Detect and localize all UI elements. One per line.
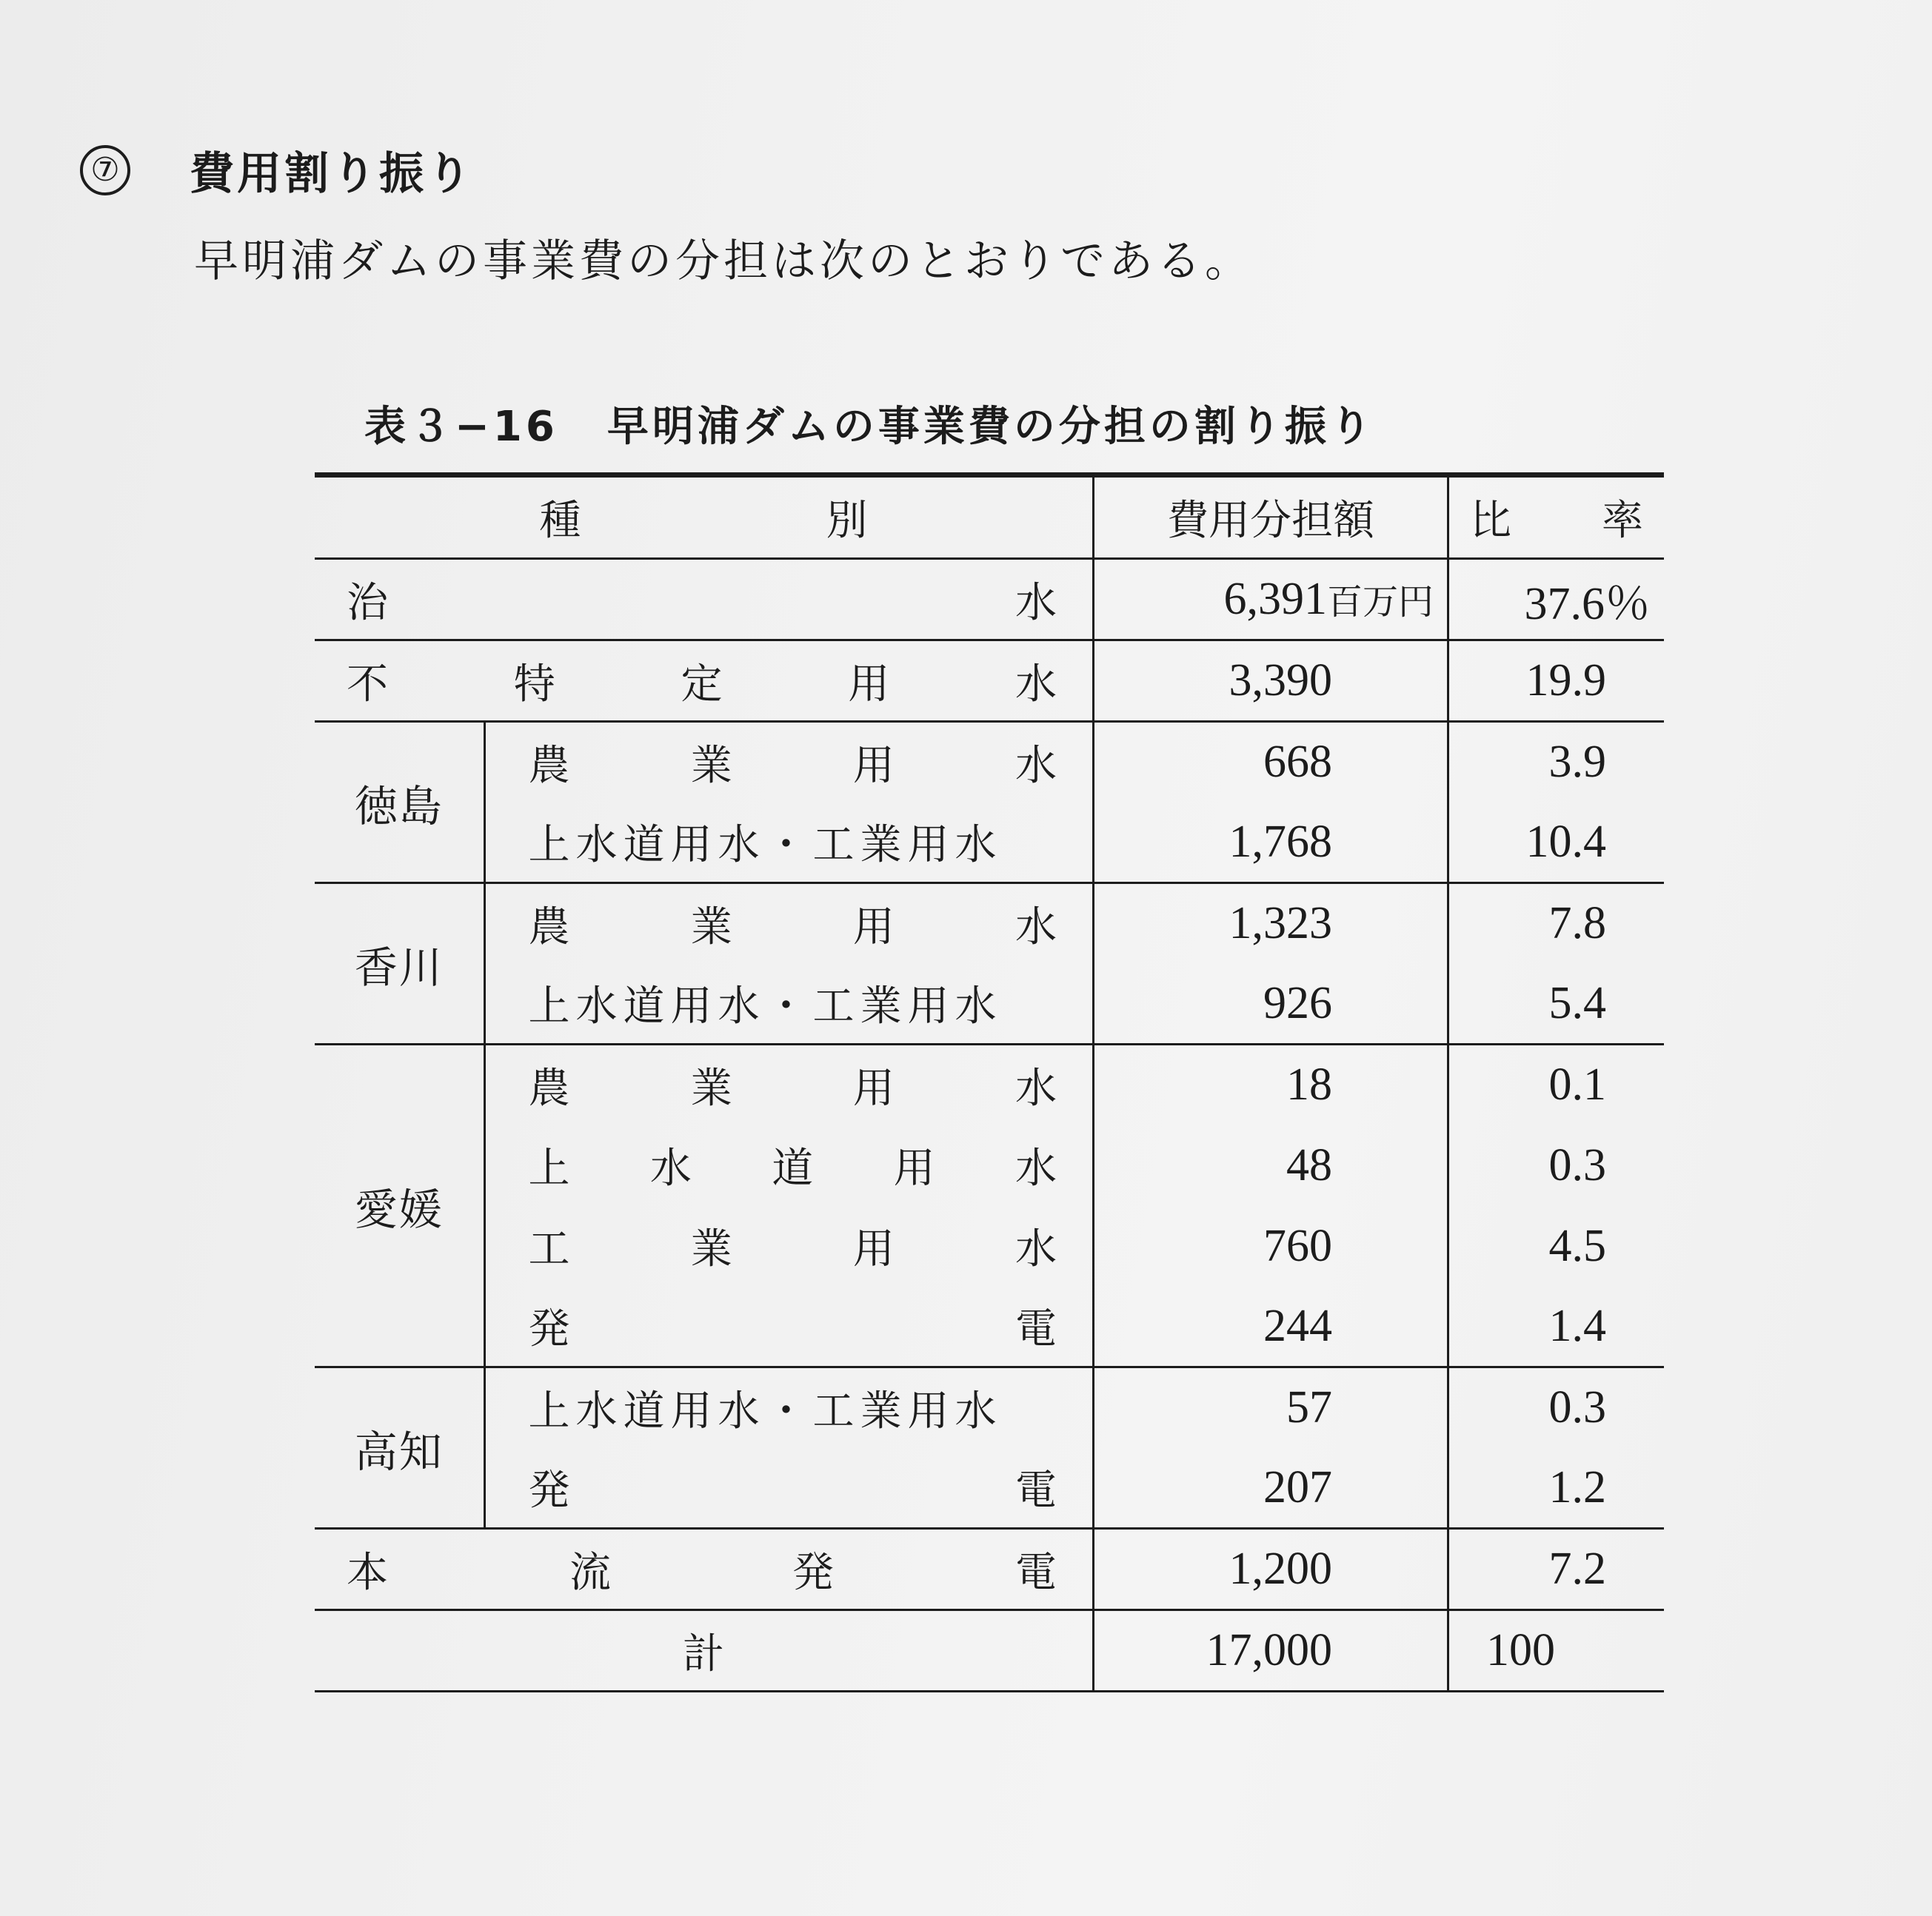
row-label <box>484 1287 1094 1367</box>
label-char: 流 <box>569 1548 612 1597</box>
row-label <box>315 1529 1094 1610</box>
table-row <box>315 1367 1664 1448</box>
label-char: 水 <box>1015 902 1057 951</box>
label-char: 用 <box>848 660 890 709</box>
table-row <box>315 1045 1664 1125</box>
label-char: 発 <box>528 1467 570 1515</box>
label-char: 水 <box>1015 578 1057 627</box>
amount-cell: 1,200 <box>1094 1529 1448 1610</box>
amount-cell: 1,323 <box>1094 883 1448 964</box>
label-char: 水 <box>1015 660 1057 709</box>
amount-unit: 百万円 <box>1326 581 1434 623</box>
label-char: 水 <box>1015 741 1057 790</box>
amount-value: 6,391 <box>1223 574 1327 624</box>
ratio-cell: 10.4 <box>1448 803 1664 883</box>
label-char: 農 <box>528 741 570 790</box>
group-label-tokushima: 徳島 <box>315 722 484 883</box>
ratio-cell: 3.9 <box>1448 722 1664 803</box>
row-label <box>484 964 1094 1045</box>
label-char: 農 <box>528 1064 570 1113</box>
label-char: 用 <box>852 741 895 790</box>
label-char: 上 <box>528 1145 570 1193</box>
amount-cell <box>1094 559 1448 640</box>
row-label <box>484 722 1094 803</box>
ratio-cell: 4.5 <box>1448 1206 1664 1287</box>
header-type-char-2: 別 <box>826 497 868 545</box>
table-row <box>315 559 1664 640</box>
group-label-ehime: 愛媛 <box>315 1045 484 1367</box>
table-row <box>315 964 1664 1045</box>
section-heading <box>80 141 474 200</box>
label-char: 用 <box>852 902 895 951</box>
table-row <box>315 722 1664 803</box>
total-row <box>315 1610 1664 1692</box>
table-row <box>315 1125 1664 1206</box>
label-char: 定 <box>681 660 723 709</box>
header-ratio <box>1448 475 1664 559</box>
label-char: 発 <box>528 1305 570 1354</box>
total-amount: 17,000 <box>1094 1610 1448 1692</box>
label-text: 上水道用水・工業用水 <box>528 821 1003 870</box>
table-row <box>315 1529 1664 1610</box>
row-label <box>484 1448 1094 1529</box>
label-char: 水 <box>1015 1064 1057 1113</box>
label-char: 道 <box>772 1145 814 1193</box>
table-caption-title: 早明浦ダムの事業費の分担の割り振り <box>606 403 1375 451</box>
label-char: 治 <box>347 578 388 627</box>
total-label: 計 <box>315 1610 1094 1692</box>
label-char: 水 <box>1015 1145 1057 1193</box>
label-char: 用 <box>852 1064 895 1113</box>
total-ratio: 100 <box>1448 1610 1664 1692</box>
header-ratio-char-2: 率 <box>1602 497 1643 545</box>
section-title: 費用割り振り <box>190 148 474 200</box>
label-char: 水 <box>1015 1225 1057 1273</box>
section-number: ⑦ <box>80 145 130 195</box>
cost-allocation-table <box>315 472 1664 1692</box>
amount-cell: 1,768 <box>1094 803 1448 883</box>
row-label <box>484 1367 1094 1448</box>
ratio-cell: 1.4 <box>1448 1287 1664 1367</box>
label-text: 上水道用水・工業用水 <box>528 1387 1003 1436</box>
row-label <box>484 1206 1094 1287</box>
ratio-cell: 7.2 <box>1448 1529 1664 1610</box>
table-row <box>315 640 1664 722</box>
label-char: 用 <box>893 1145 935 1193</box>
label-char: 農 <box>528 902 570 951</box>
label-text: 上水道用水・工業用水 <box>528 982 1003 1031</box>
table-row <box>315 1206 1664 1287</box>
label-char: 不 <box>347 660 388 709</box>
header-type <box>315 475 1094 559</box>
ratio-cell: 0.3 <box>1448 1125 1664 1206</box>
header-type-char-1: 種 <box>539 497 581 545</box>
amount-cell: 48 <box>1094 1125 1448 1206</box>
label-char: 業 <box>690 1225 732 1273</box>
ratio-cell: 1.2 <box>1448 1448 1664 1529</box>
table-row <box>315 803 1664 883</box>
label-char: 工 <box>528 1225 570 1273</box>
label-char: 電 <box>1015 1305 1057 1354</box>
label-char: 本 <box>347 1548 388 1597</box>
row-label <box>484 803 1094 883</box>
ratio-cell: 37.6％ <box>1448 559 1664 640</box>
table-caption <box>364 394 1375 453</box>
header-ratio-char-1: 比 <box>1469 497 1511 545</box>
amount-cell: 57 <box>1094 1367 1448 1448</box>
intro-paragraph: 早明浦ダムの事業費の分担は次のとおりである。 <box>194 235 1253 287</box>
group-label-kochi: 高知 <box>315 1367 484 1529</box>
label-char: 発 <box>792 1548 835 1597</box>
row-label <box>315 559 1094 640</box>
row-label <box>484 1045 1094 1125</box>
amount-cell: 760 <box>1094 1206 1448 1287</box>
amount-cell: 18 <box>1094 1045 1448 1125</box>
table-caption-number: 表３−16 <box>364 403 558 451</box>
label-char: 業 <box>690 1064 732 1113</box>
amount-cell: 926 <box>1094 964 1448 1045</box>
header-amount: 費用分担額 <box>1094 475 1448 559</box>
table-row <box>315 883 1664 964</box>
row-label <box>484 883 1094 964</box>
table-row <box>315 1448 1664 1529</box>
group-label-kagawa: 香川 <box>315 883 484 1045</box>
label-char: 電 <box>1015 1467 1057 1515</box>
ratio-cell: 7.8 <box>1448 883 1664 964</box>
amount-cell: 668 <box>1094 722 1448 803</box>
label-char: 用 <box>852 1225 895 1273</box>
row-label <box>315 640 1094 722</box>
amount-cell: 3,390 <box>1094 640 1448 722</box>
table-header-row <box>315 475 1664 559</box>
amount-cell: 244 <box>1094 1287 1448 1367</box>
ratio-cell: 5.4 <box>1448 964 1664 1045</box>
ratio-cell: 0.3 <box>1448 1367 1664 1448</box>
table-row <box>315 1287 1664 1367</box>
label-char: 業 <box>690 741 732 790</box>
amount-cell: 207 <box>1094 1448 1448 1529</box>
label-char: 電 <box>1015 1548 1057 1597</box>
ratio-cell: 0.1 <box>1448 1045 1664 1125</box>
label-char: 業 <box>690 902 732 951</box>
ratio-cell: 19.9 <box>1448 640 1664 722</box>
row-label <box>484 1125 1094 1206</box>
label-char: 特 <box>513 660 555 709</box>
label-char: 水 <box>649 1145 692 1193</box>
